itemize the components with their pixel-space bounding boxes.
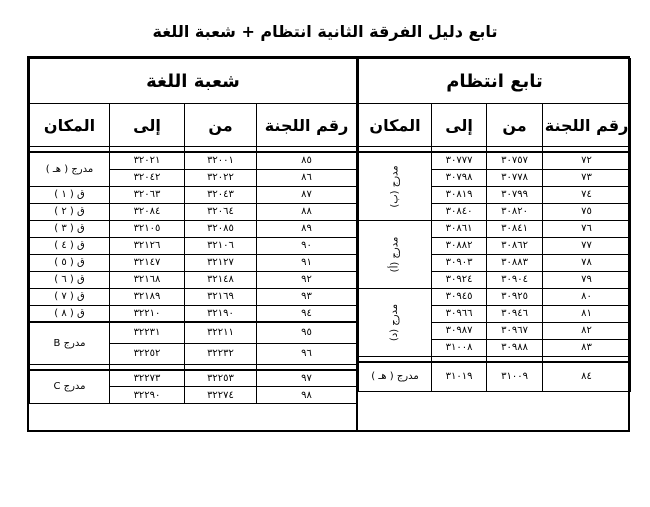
committee-cell: ٩٠ — [257, 237, 357, 254]
committee-cell: ٧٩ — [543, 271, 631, 288]
place-cell: ق ( ٨ ) — [30, 305, 110, 322]
to-cell: ٣٠٩٢٤ — [432, 271, 487, 288]
to-cell: ٣٢٠٦٣ — [110, 186, 185, 203]
to-cell: ٣٢٢٧٣ — [110, 370, 185, 387]
from-cell: ٣٠٨٦٢ — [487, 237, 543, 254]
place-cell: مدرج B — [30, 322, 110, 364]
header-to: إلى — [110, 104, 185, 147]
table-row — [30, 237, 357, 254]
header-place: المكان — [359, 104, 432, 147]
from-cell: ٣٠٨٤١ — [487, 220, 543, 237]
from-cell: ٣٠٧٩٩ — [487, 186, 543, 203]
table-row — [30, 220, 357, 237]
committee-cell: ٨٥ — [257, 152, 357, 169]
to-cell: ٣٢٢٣١ — [110, 322, 185, 343]
to-cell: ٣٢١٤٧ — [110, 254, 185, 271]
committee-cell: ٨٩ — [257, 220, 357, 237]
committee-cell: ٩٢ — [257, 271, 357, 288]
committee-cell: ٨٧ — [257, 186, 357, 203]
regular-table-panel — [356, 56, 630, 432]
committee-cell: ٨٦ — [257, 169, 357, 186]
from-cell: ٣٠٩٦٧ — [487, 322, 543, 339]
to-cell: ٣٢١٨٩ — [110, 288, 185, 305]
header-from: من — [185, 104, 257, 147]
to-cell: ٣٠٨٤٠ — [432, 203, 487, 220]
from-cell: ٣٢٢٣٢ — [185, 343, 257, 364]
from-cell: ٣٠٩٤٦ — [487, 305, 543, 322]
place-label: مدرج (أ) — [389, 236, 401, 272]
from-cell: ٣٢٠٨٥ — [185, 220, 257, 237]
table-row — [30, 322, 357, 343]
from-cell: ٣٠٩٢٥ — [487, 288, 543, 305]
to-cell: ٣٢١٢٦ — [110, 237, 185, 254]
table-row — [359, 288, 631, 305]
table-row — [30, 254, 357, 271]
header-to: إلى — [432, 104, 487, 147]
committee-cell: ٩٣ — [257, 288, 357, 305]
table-row — [30, 370, 357, 387]
committee-cell: ٧٣ — [543, 169, 631, 186]
from-cell: ٣٢٠٠١ — [185, 152, 257, 169]
committee-cell: ٩٥ — [257, 322, 357, 343]
place-label: مدرج (ب) — [389, 165, 401, 208]
from-cell: ٣٠٧٥٧ — [487, 152, 543, 169]
page-title: تابع دليل الفرقة الثانية انتظام + شعبة اللغة — [152, 22, 498, 41]
committee-cell: ٩٧ — [257, 370, 357, 387]
from-cell: ٣٢٢١١ — [185, 322, 257, 343]
place-cell: ق ( ٣ ) — [30, 220, 110, 237]
table-row — [30, 288, 357, 305]
language-table — [29, 58, 357, 430]
from-cell: ٣١٠٠٩ — [487, 362, 543, 392]
from-cell: ٣٢٠٦٤ — [185, 203, 257, 220]
committee-cell: ٧٦ — [543, 220, 631, 237]
from-cell: ٣٠٨٢٠ — [487, 203, 543, 220]
place-cell: مدرج C — [30, 370, 110, 404]
table-row — [30, 186, 357, 203]
from-cell: ٣٠٩٠٤ — [487, 271, 543, 288]
header-from: من — [487, 104, 543, 147]
committee-cell: ٧٨ — [543, 254, 631, 271]
place-cell: ق ( ٤ ) — [30, 237, 110, 254]
committee-cell: ٧٤ — [543, 186, 631, 203]
table-row — [30, 305, 357, 322]
to-cell: ٣٠٩٦٦ — [432, 305, 487, 322]
to-cell: ٣٢١٠٥ — [110, 220, 185, 237]
table-row — [30, 203, 357, 220]
place-cell: مدرج ( هـ ) — [359, 362, 432, 392]
to-cell: ٣٠٩٤٥ — [432, 288, 487, 305]
committee-cell: ٨٣ — [543, 339, 631, 356]
to-cell: ٣٢٠٨٤ — [110, 203, 185, 220]
header-place: المكان — [30, 104, 110, 147]
to-cell: ٣٠٨١٩ — [432, 186, 487, 203]
to-cell: ٣٠٩٨٧ — [432, 322, 487, 339]
to-cell: ٣٠٩٠٣ — [432, 254, 487, 271]
from-cell: ٣٢١٩٠ — [185, 305, 257, 322]
from-cell: ٣٢١٢٧ — [185, 254, 257, 271]
committee-cell: ٩٦ — [257, 343, 357, 364]
place-cell: مدرج ( هـ ) — [30, 152, 110, 186]
from-cell: ٣٢٠٢٢ — [185, 169, 257, 186]
table-row — [359, 220, 631, 237]
place-cell — [359, 288, 432, 356]
committee-cell: ٩١ — [257, 254, 357, 271]
place-cell — [359, 220, 432, 288]
committee-cell: ٨٠ — [543, 288, 631, 305]
committee-cell: ٩٤ — [257, 305, 357, 322]
from-cell: ٣٢١٦٩ — [185, 288, 257, 305]
to-cell: ٣٢٢١٠ — [110, 305, 185, 322]
to-cell: ٣١٠٠٨ — [432, 339, 487, 356]
table-row — [359, 152, 631, 169]
to-cell: ٣٢٠٤٢ — [110, 169, 185, 186]
to-cell: ٣٠٨٨٢ — [432, 237, 487, 254]
committee-cell: ٧٥ — [543, 203, 631, 220]
place-cell: ق ( ٧ ) — [30, 288, 110, 305]
from-cell: ٣٢١٠٦ — [185, 237, 257, 254]
to-cell: ٣٠٧٧٧ — [432, 152, 487, 169]
to-cell: ٣٠٨٦١ — [432, 220, 487, 237]
place-cell: ق ( ٥ ) — [30, 254, 110, 271]
committee-cell: ٨٤ — [543, 362, 631, 392]
to-cell: ٣٢٠٢١ — [110, 152, 185, 169]
to-cell: ٣٢١٦٨ — [110, 271, 185, 288]
place-cell — [359, 152, 432, 220]
committee-cell: ٨١ — [543, 305, 631, 322]
to-cell: ٣١٠١٩ — [432, 362, 487, 392]
from-cell: ٣٢١٤٨ — [185, 271, 257, 288]
header-committee: رقم اللجنة — [257, 104, 357, 147]
place-cell: ق ( ١ ) — [30, 186, 110, 203]
to-cell: ٣٠٧٩٨ — [432, 169, 487, 186]
from-cell: ٣٢٢٧٤ — [185, 387, 257, 404]
table-row — [30, 152, 357, 169]
from-cell: ٣٠٩٨٨ — [487, 339, 543, 356]
committee-cell: ٩٨ — [257, 387, 357, 404]
language-table-caption: شعبة اللغة — [30, 59, 357, 104]
to-cell: ٣٢٢٥٢ — [110, 343, 185, 364]
place-cell: ق ( ٢ ) — [30, 203, 110, 220]
regular-table — [358, 58, 631, 430]
from-cell: ٣٠٧٧٨ — [487, 169, 543, 186]
language-table-panel — [27, 56, 358, 432]
committee-cell: ٨٢ — [543, 322, 631, 339]
table-row — [30, 271, 357, 288]
from-cell: ٣٠٨٨٣ — [487, 254, 543, 271]
place-cell: ق ( ٦ ) — [30, 271, 110, 288]
regular-table-caption: تابع انتظام — [359, 59, 631, 104]
committee-cell: ٧٢ — [543, 152, 631, 169]
from-cell: ٣٢٢٥٣ — [185, 370, 257, 387]
committee-cell: ٧٧ — [543, 237, 631, 254]
table-row — [359, 362, 631, 392]
to-cell: ٣٢٢٩٠ — [110, 387, 185, 404]
from-cell: ٣٢٠٤٣ — [185, 186, 257, 203]
header-committee: رقم اللجنة — [543, 104, 631, 147]
place-label: مدرج (د) — [389, 303, 401, 341]
committee-cell: ٨٨ — [257, 203, 357, 220]
